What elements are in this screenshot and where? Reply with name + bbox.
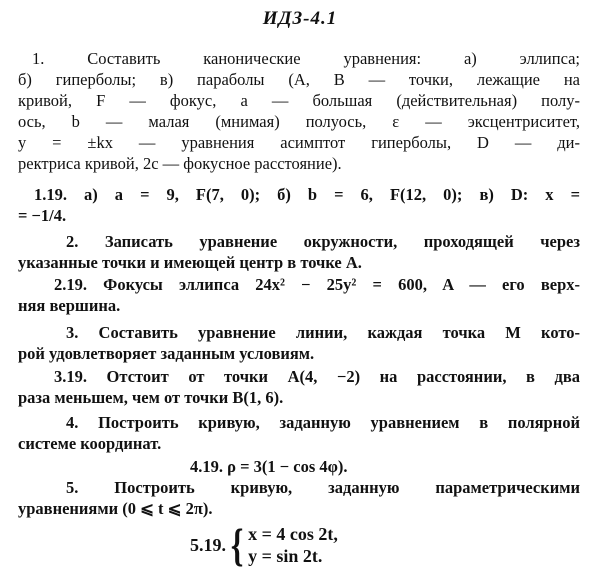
variant-4-19: 4.19. ρ = 3(1 − cos 4φ). — [190, 457, 348, 476]
task3-line-1: 3. Составить уравнение линии, каждая точка M кото- — [66, 323, 580, 342]
variant-3-19-line-2: раза меньшем, чем от точки B(1, 6). — [18, 388, 284, 407]
page-title: ИДЗ-4.1 — [262, 8, 338, 29]
left-brace-icon: { — [230, 519, 244, 570]
task2-line-2: указанные точки и имеющей центр в точке A. — [18, 253, 362, 272]
variant-2-19-line-1: 2.19. Фокусы эллипса 24x² − 25y² = 600, A — его верх- — [54, 275, 580, 294]
task3-line-2: рой удовлетворяет заданным условиям. — [18, 344, 315, 363]
task5-line-2: уравнениями (0 ⩽ t ⩽ 2π). — [18, 499, 213, 518]
equation-system — [248, 523, 338, 567]
equation-x: x = 4 cos 2t, — [248, 524, 338, 544]
task1-line-2: б) гиперболы; в) параболы (A, B — точки, лежащие на — [18, 70, 580, 89]
task1-line-3: кривой, F — фокус, a — большая (действительная) полу- — [18, 91, 580, 110]
variant-2-19-line-2: няя вершина. — [18, 296, 121, 315]
task1-line-1: 1. Составить канонические уравнения: а) эллипса; — [32, 49, 580, 68]
task5-line-1: 5. Построить кривую, заданную параметрическими — [66, 478, 580, 497]
task1-line-5: y = ±kx — уравнения асимптот гиперболы, D — ди- — [18, 133, 580, 152]
task1-line-6: ректриса кривой, 2c — фокусное расстояние). — [18, 154, 342, 173]
task1-line-4: ось, b — малая (мнимая) полуось, ε — эксцентриситет, — [18, 112, 580, 131]
variant-5-19 — [190, 519, 338, 570]
task2-line-1: 2. Записать уравнение окружности, проходящей через — [66, 232, 580, 251]
variant-1-19-line-1: 1.19. а) a = 9, F(7, 0); б) b = 6, F(12, 0); в) D: x = — [34, 185, 580, 204]
variant-5-19-label: 5.19. — [190, 534, 226, 555]
variant-1-19-line-2: = −1/4. — [18, 206, 67, 225]
equation-y: y = sin 2t. — [248, 546, 323, 566]
variant-3-19-line-1: 3.19. Отстоит от точки A(4, −2) на расстоянии, в два — [54, 367, 580, 386]
task4-line-1: 4. Построить кривую, заданную уравнением в полярной — [66, 413, 580, 432]
task4-line-2: системе координат. — [18, 434, 162, 453]
